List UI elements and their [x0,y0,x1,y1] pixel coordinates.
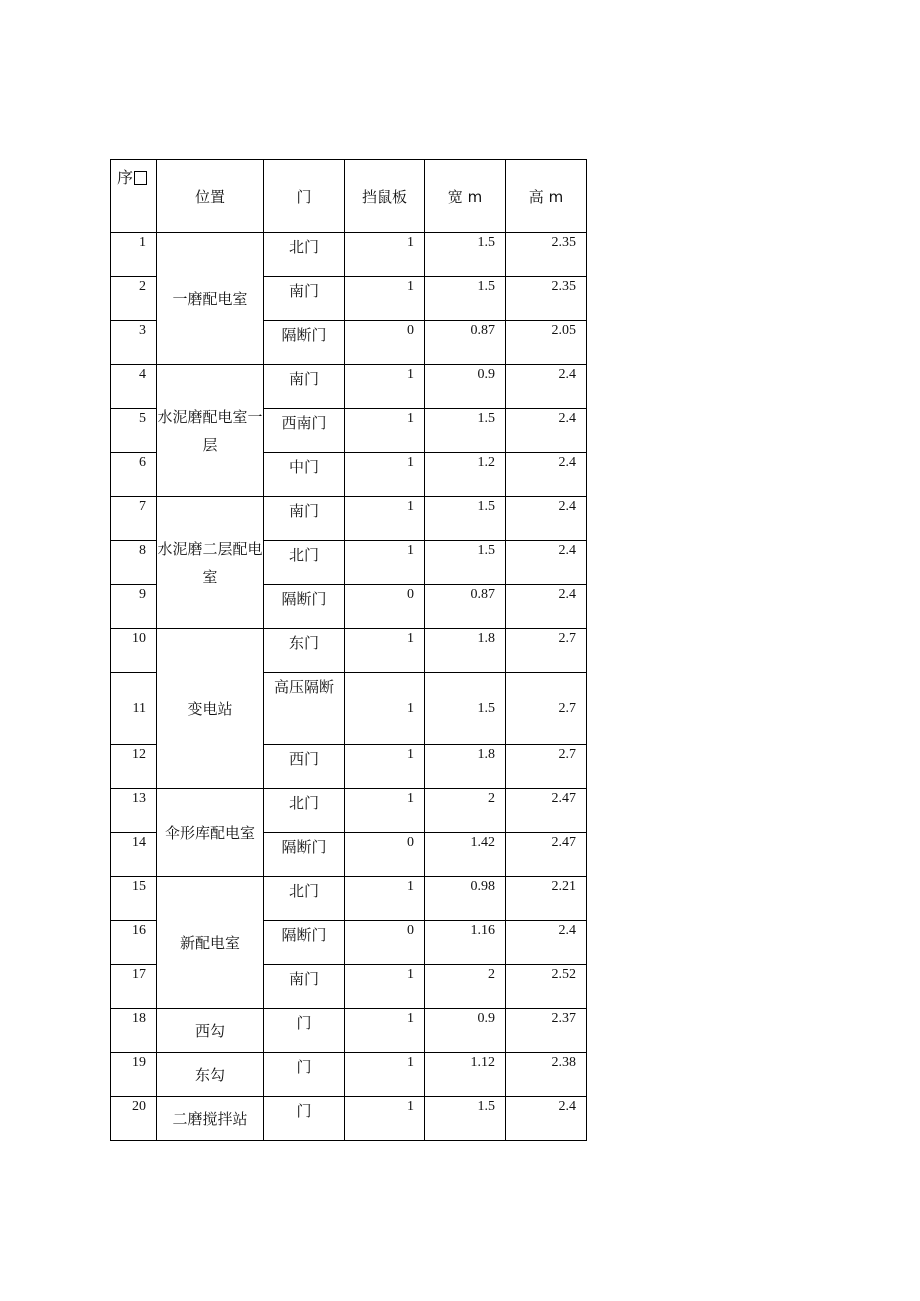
cell-width: 1.12 [425,1053,506,1097]
cell-seq: 1 [111,233,157,277]
cell-shield: 0 [345,585,425,629]
cell-door: 北门 [264,789,345,833]
cell-door: 西南门 [264,409,345,453]
cell-seq: 7 [111,497,157,541]
header-width: 宽 m [425,160,506,233]
cell-seq: 11 [111,673,157,745]
header-height: 高 m [506,160,587,233]
header-door: 门 [264,160,345,233]
cell-width: 1.5 [425,277,506,321]
cell-location: 西勾 [157,1009,264,1053]
cell-width: 1.42 [425,833,506,877]
cell-height: 2.4 [506,585,587,629]
cell-location: 新配电室 [157,877,264,1009]
cell-width: 0.87 [425,585,506,629]
cell-height: 2.7 [506,629,587,673]
cell-location: 水泥磨配电室一层 [157,365,264,497]
cell-shield: 1 [345,365,425,409]
cell-shield: 0 [345,833,425,877]
cell-height: 2.21 [506,877,587,921]
cell-width: 1.5 [425,233,506,277]
cell-width: 0.9 [425,365,506,409]
table-row [111,1097,587,1141]
cell-width: 0.87 [425,321,506,365]
cell-seq: 6 [111,453,157,497]
cell-location: 二磨搅拌站 [157,1097,264,1141]
cell-height: 2.47 [506,789,587,833]
cell-shield: 1 [345,497,425,541]
cell-height: 2.7 [506,745,587,789]
header-seq: 序 [111,160,157,233]
cell-width: 2 [425,965,506,1009]
table-row [111,1009,587,1053]
cell-door: 南门 [264,365,345,409]
cell-seq: 10 [111,629,157,673]
cell-door: 中门 [264,453,345,497]
door-table-body [111,160,587,1141]
cell-seq: 8 [111,541,157,585]
cell-location: 变电站 [157,629,264,789]
cell-seq: 16 [111,921,157,965]
cell-shield: 1 [345,877,425,921]
cell-door: 北门 [264,877,345,921]
cell-door: 西门 [264,745,345,789]
cell-height: 2.35 [506,233,587,277]
cell-door: 隔断门 [264,921,345,965]
cell-door: 北门 [264,233,345,277]
cell-seq: 17 [111,965,157,1009]
cell-shield: 1 [345,965,425,1009]
cell-height: 2.37 [506,1009,587,1053]
cell-shield: 1 [345,1053,425,1097]
cell-shield: 1 [345,789,425,833]
cell-seq: 4 [111,365,157,409]
cell-door: 南门 [264,965,345,1009]
cell-door: 隔断门 [264,321,345,365]
cell-seq: 19 [111,1053,157,1097]
cell-width: 1.8 [425,629,506,673]
cell-height: 2.4 [506,453,587,497]
cell-shield: 1 [345,673,425,745]
cell-width: 0.98 [425,877,506,921]
header-location: 位置 [157,160,264,233]
table-row [111,1053,587,1097]
table-row [111,497,587,541]
table-row [111,365,587,409]
cell-shield: 1 [345,745,425,789]
cell-height: 2.52 [506,965,587,1009]
cell-door: 门 [264,1097,345,1141]
cell-width: 1.2 [425,453,506,497]
cell-seq: 20 [111,1097,157,1141]
cell-seq: 3 [111,321,157,365]
cell-shield: 1 [345,629,425,673]
table-row [111,233,587,277]
cell-width: 1.5 [425,673,506,745]
cell-width: 1.8 [425,745,506,789]
cell-height: 2.4 [506,1097,587,1141]
cell-location: 水泥磨二层配电室 [157,497,264,629]
cell-door: 隔断门 [264,833,345,877]
cell-height: 2.35 [506,277,587,321]
cell-shield: 1 [345,409,425,453]
cell-shield: 1 [345,233,425,277]
cell-height: 2.38 [506,1053,587,1097]
cell-width: 2 [425,789,506,833]
cell-height: 2.05 [506,321,587,365]
cell-width: 1.16 [425,921,506,965]
cell-door: 东门 [264,629,345,673]
cell-height: 2.4 [506,497,587,541]
cell-shield: 1 [345,541,425,585]
cell-seq: 5 [111,409,157,453]
cell-height: 2.47 [506,833,587,877]
cell-door: 南门 [264,497,345,541]
header-row [111,160,587,233]
cell-seq: 2 [111,277,157,321]
cell-shield: 0 [345,921,425,965]
table-row [111,629,587,673]
cell-height: 2.4 [506,365,587,409]
cell-seq: 15 [111,877,157,921]
cell-location: 伞形库配电室 [157,789,264,877]
cell-door: 北门 [264,541,345,585]
cell-width: 1.5 [425,497,506,541]
cell-width: 0.9 [425,1009,506,1053]
cell-location: 一磨配电室 [157,233,264,365]
cell-width: 1.5 [425,409,506,453]
cell-height: 2.4 [506,541,587,585]
missing-glyph-box [134,171,147,185]
cell-height: 2.7 [506,673,587,745]
cell-door: 隔断门 [264,585,345,629]
header-shield: 挡鼠板 [345,160,425,233]
cell-location: 东勾 [157,1053,264,1097]
cell-shield: 1 [345,1009,425,1053]
cell-seq: 12 [111,745,157,789]
door-table [110,159,587,1141]
cell-shield: 1 [345,1097,425,1141]
cell-door: 门 [264,1053,345,1097]
cell-shield: 1 [345,277,425,321]
cell-width: 1.5 [425,1097,506,1141]
cell-shield: 0 [345,321,425,365]
cell-seq: 9 [111,585,157,629]
cell-height: 2.4 [506,921,587,965]
cell-height: 2.4 [506,409,587,453]
cell-shield: 1 [345,453,425,497]
cell-seq: 13 [111,789,157,833]
cell-door: 门 [264,1009,345,1053]
cell-seq: 18 [111,1009,157,1053]
cell-seq: 14 [111,833,157,877]
cell-door: 南门 [264,277,345,321]
table-row [111,877,587,921]
table-row [111,789,587,833]
cell-width: 1.5 [425,541,506,585]
cell-door: 高压隔断 [264,673,345,745]
